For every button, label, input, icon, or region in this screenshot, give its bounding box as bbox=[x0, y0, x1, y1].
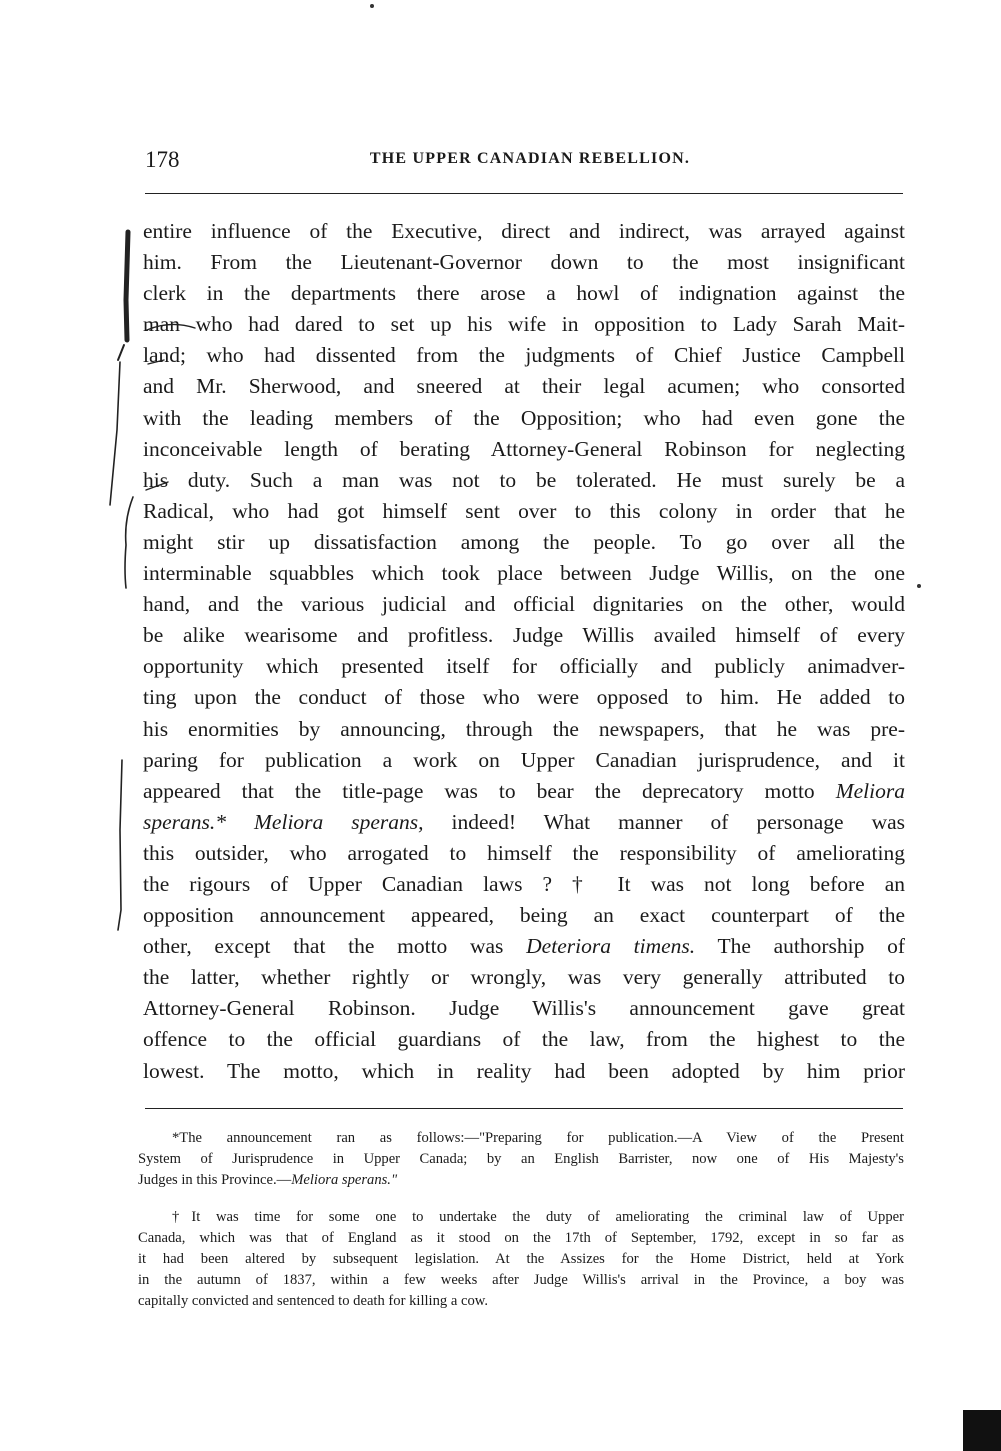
footnotes bbox=[138, 1128, 904, 1328]
header-rule bbox=[145, 193, 903, 194]
ink-speck bbox=[370, 4, 374, 8]
text-line: opportunity which presented itself for officially and publicly animadver- bbox=[143, 654, 905, 679]
text-line: be alike wearisome and profitless. Judge Willis availed himself of every bbox=[143, 623, 905, 648]
footnote-asterisk bbox=[138, 1128, 904, 1191]
text-line: Radical, who had got himself sent over to this colony in order that he bbox=[143, 498, 905, 523]
text-line: offence to the official guardians of the law, from the highest to the bbox=[143, 1027, 905, 1052]
text-line bbox=[143, 776, 905, 807]
text-line: might stir up dissatisfaction among the people. To go over all the bbox=[143, 529, 905, 554]
text-line: inconceivable length of berating Attorney-General Robinson for neglecting bbox=[143, 436, 905, 461]
text-line bbox=[143, 807, 905, 838]
line-text: Judges in this Province.— bbox=[138, 1172, 292, 1188]
text-line: hand, and the various judicial and official dignitaries on the other, would bbox=[143, 592, 905, 617]
margin-line-mark bbox=[110, 362, 120, 505]
text-line: his enormities by announcing, through the newspapers, that he was pre- bbox=[143, 716, 905, 741]
text-line: ting upon the conduct of those who were opposed to him. He added to bbox=[143, 685, 905, 710]
text-line: the rigours of Upper Canadian laws ? † It was not long before an bbox=[143, 871, 905, 896]
footnote-line: capitally convicted and sentenced to death for killing a cow. bbox=[138, 1293, 488, 1309]
text-line: the latter, whether rightly or wrongly, was very generally attributed to bbox=[143, 965, 905, 990]
text-line: this outsider, who arrogated to himself the responsibility of ameliorating bbox=[143, 840, 905, 865]
motto-italic: Meliora bbox=[835, 778, 905, 803]
ink-speck bbox=[917, 584, 921, 588]
footnote-line: System of Jurisprudence in Upper Canada; by an English Barrister, now one of His Majesty's bbox=[138, 1151, 904, 1167]
text-line: entire influence of the Executive, direct and indirect, was arrayed against bbox=[143, 219, 905, 243]
page-number: 178 bbox=[145, 147, 180, 172]
footnote-rule bbox=[145, 1108, 903, 1109]
footnote-line: †It was time for some one to undertake the duty of ameliorating the criminal law of Upper bbox=[172, 1209, 904, 1225]
line-text: The authorship of bbox=[717, 934, 905, 959]
line-text: indeed! What manner of personage was bbox=[451, 809, 905, 834]
text-line: man who had dared to set up his wife in opposition to Lady Sarah Mait- bbox=[143, 312, 905, 337]
text-line: interminable squabbles which took place between Judge Willis, on the one bbox=[143, 561, 905, 586]
line-text: other, except that the motto was bbox=[143, 934, 504, 959]
footnote-line bbox=[138, 1170, 904, 1191]
text-line bbox=[143, 931, 905, 962]
text-line: him. From the Lieutenant-Governor down to the most insignificant bbox=[143, 250, 905, 275]
line-text: appeared that the title-page was to bear the deprecatory motto bbox=[143, 778, 815, 803]
footnote-line: Canada, which was that of England as it stood on the 17th of September, 1792, except in so far as bbox=[138, 1230, 904, 1246]
text-line: with the leading members of the Opposition; who had even gone the bbox=[143, 405, 905, 430]
text-line: lowest. The motto, which in reality had been adopted by him prior bbox=[143, 1058, 905, 1083]
footnote-dagger bbox=[138, 1207, 904, 1312]
motto-italic: Deteriora timens. bbox=[526, 934, 696, 959]
running-head: THE UPPER CANADIAN REBELLION. bbox=[369, 150, 691, 167]
motto-italic: Meliora sperans, bbox=[254, 809, 424, 834]
motto-italic: Meliora sperans." bbox=[291, 1172, 398, 1188]
text-line: and Mr. Sherwood, and sneered at their legal acumen; who consorted bbox=[143, 374, 905, 399]
footnote-line: *The announcement ran as follows:—"Preparing for publication.—A View of the Present bbox=[172, 1130, 904, 1146]
scan-edge-block bbox=[963, 1410, 1001, 1451]
text-line: Attorney-General Robinson. Judge Willis's announcement gave great bbox=[143, 996, 905, 1021]
margin-bracket-mark bbox=[126, 232, 128, 340]
text-line: paring for publication a work on Upper Canadian jurisprudence, and it bbox=[143, 747, 905, 772]
text-line: opposition announcement appeared, being an exact counterpart of the bbox=[143, 903, 905, 928]
text-line: his duty. Such a man was not to be tolerated. He must surely be a bbox=[143, 467, 905, 492]
text-line: land; who had dissented from the judgments of Chief Justice Campbell bbox=[143, 343, 905, 368]
text-line: clerk in the departments there arose a howl of indignation against the bbox=[143, 281, 905, 306]
footnote-line: it had been altered by subsequent legislation. At the Assizes for the Home District, held at York bbox=[138, 1251, 904, 1267]
motto-italic: sperans.* bbox=[143, 809, 227, 834]
body-text bbox=[143, 216, 905, 1087]
footnote-line: in the autumn of 1837, within a few weeks after Judge Willis's arrival in the Province, a boy was bbox=[138, 1272, 904, 1288]
